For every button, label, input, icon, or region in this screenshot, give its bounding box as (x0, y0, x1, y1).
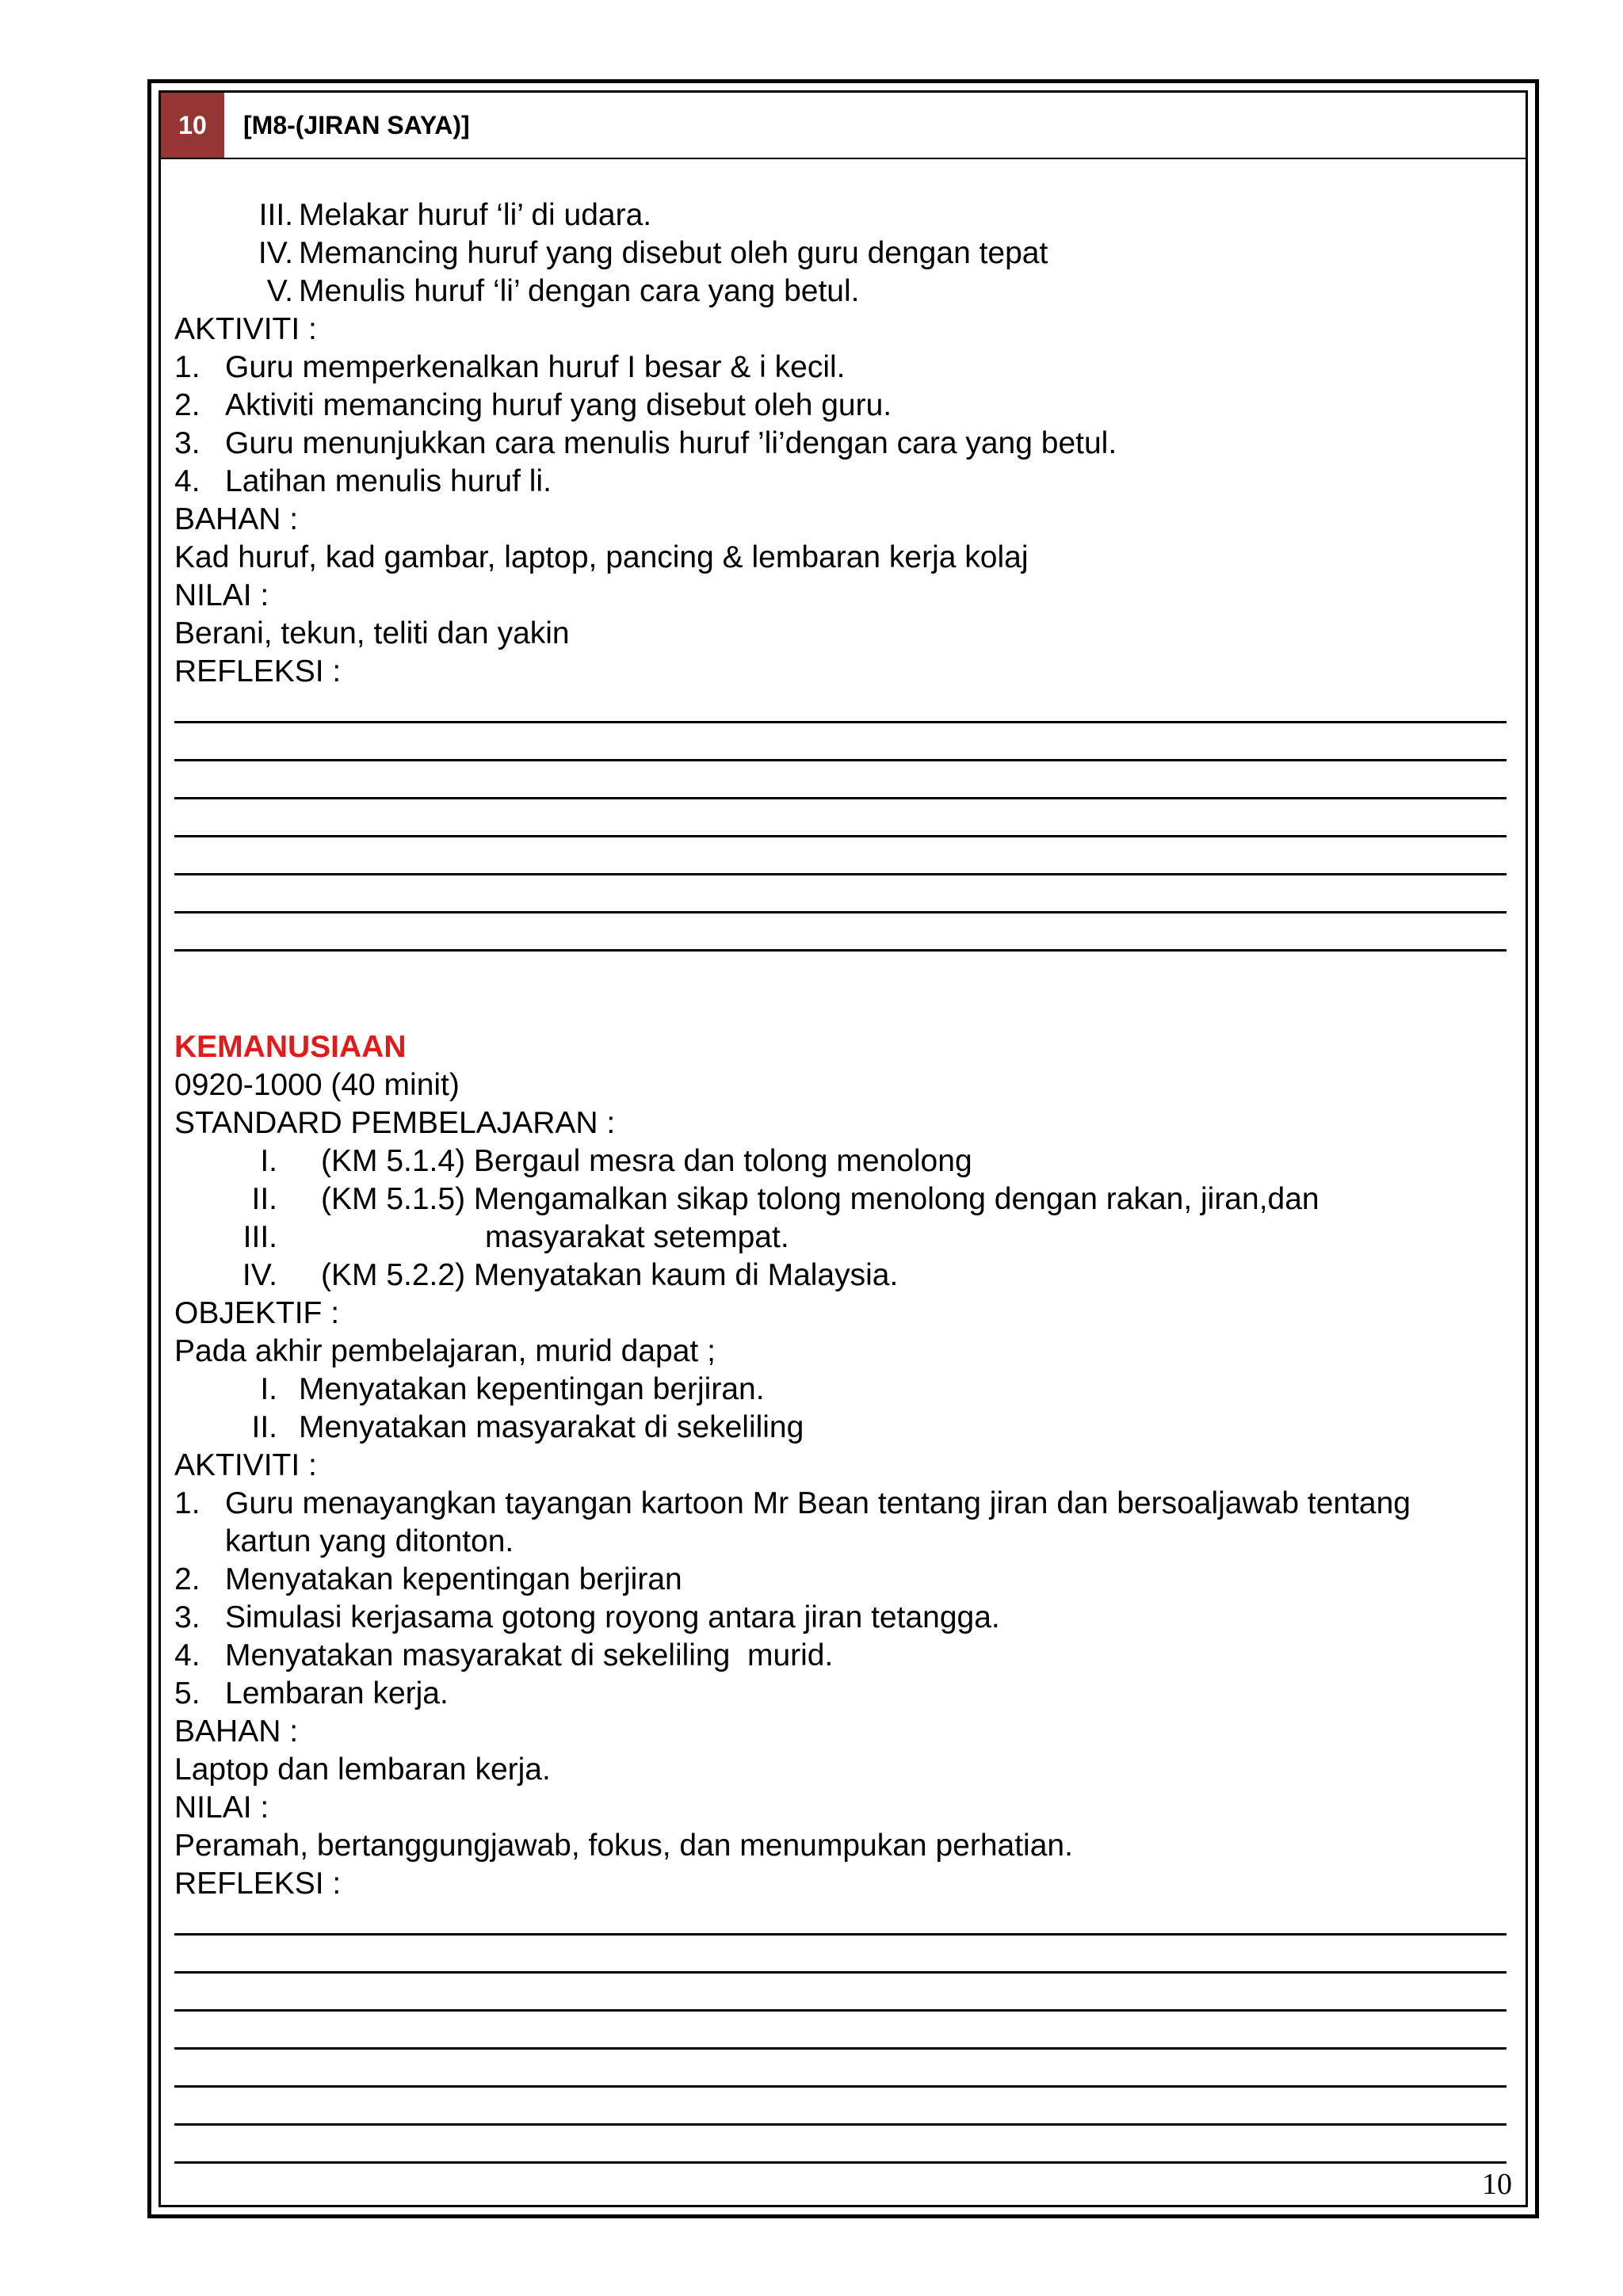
list-number: II. (251, 1182, 277, 1216)
nilai-label: NILAI : (174, 578, 269, 612)
list-number: V. (266, 274, 293, 308)
refleksi-label: REFLEKSI : (174, 654, 342, 688)
nilai-text: Berani, tekun, teliti dan yakin (174, 616, 570, 650)
list-number: 2. (174, 388, 200, 422)
list-item: kartun yang ditonton. (225, 1524, 514, 1558)
list-number: III. (258, 198, 293, 232)
section-time: 0920-1000 (40 minit) (174, 1068, 460, 1102)
list-number: II. (251, 1410, 277, 1444)
page-badge: 10 (161, 93, 224, 158)
list-number: 1. (174, 350, 200, 384)
writing-line (174, 2161, 1507, 2164)
writing-line (174, 2009, 1507, 2012)
page-header (161, 93, 1526, 159)
bahan-label: BAHAN : (174, 1714, 299, 1749)
writing-line (174, 797, 1507, 799)
list-number: 2. (174, 1562, 200, 1596)
writing-line (174, 911, 1507, 913)
aktiviti-label: AKTIVITI : (174, 312, 317, 346)
list-item: Menyatakan masyarakat di sekeliling murid. (225, 1638, 834, 1672)
list-item: (KM 5.1.4) Bergaul mesra dan tolong menolong (321, 1144, 972, 1178)
list-number: 4. (174, 464, 200, 498)
list-item: (KM 5.2.2) Menyatakan kaum di Malaysia. (321, 1258, 899, 1292)
list-item: Melakar huruf ‘li’ di udara. (299, 198, 652, 232)
list-item: masyarakat setempat. (485, 1220, 789, 1254)
list-item: Memancing huruf yang disebut oleh guru dengan tepat (299, 236, 1048, 270)
writing-line (174, 835, 1507, 837)
list-item: Menyatakan kepentingan berjiran. (299, 1372, 765, 1406)
list-item: Latihan menulis huruf li. (225, 464, 552, 498)
writing-line (174, 721, 1507, 723)
list-item: Guru menayangkan tayangan kartoon Mr Bean tentang jiran dan bersoaljawab tentang (225, 1486, 1411, 1520)
list-item: Menyatakan kepentingan berjiran (225, 1562, 682, 1596)
section-title: KEMANUSIAAN (174, 1030, 407, 1064)
aktiviti-label: AKTIVITI : (174, 1448, 317, 1482)
writing-line (174, 1971, 1507, 1974)
standard-label: STANDARD PEMBELAJARAN : (174, 1106, 616, 1140)
header-title: [M8-(JIRAN SAYA)] (243, 111, 470, 139)
page-number: 10 (1482, 2168, 1512, 2201)
writing-line (174, 1933, 1507, 1936)
objektif-label: OBJEKTIF : (174, 1296, 340, 1330)
nilai-text: Peramah, bertanggungjawab, fokus, dan menumpukan perhatian. (174, 1829, 1073, 1863)
writing-line (174, 2123, 1507, 2126)
list-item: Lembaran kerja. (225, 1676, 449, 1711)
list-item: Aktiviti memancing huruf yang disebut oleh guru. (225, 388, 892, 422)
refleksi-label: REFLEKSI : (174, 1867, 342, 1901)
list-item: Menyatakan masyarakat di sekeliling (299, 1410, 804, 1444)
list-item: (KM 5.1.5) Mengamalkan sikap tolong menolong dengan rakan, jiran,dan (321, 1182, 1319, 1216)
list-number: IV. (242, 1258, 277, 1292)
bahan-text: Kad huruf, kad gambar, laptop, pancing & lembaran kerja kolaj (174, 540, 1029, 574)
list-number: I. (260, 1372, 277, 1406)
list-number: III. (242, 1220, 277, 1254)
writing-line (174, 2085, 1507, 2088)
list-number: 3. (174, 1600, 200, 1634)
list-item: Guru menunjukkan cara menulis huruf ’li’dengan cara yang betul. (225, 426, 1117, 460)
bahan-label: BAHAN : (174, 502, 299, 536)
list-item: Guru memperkenalkan huruf I besar & i kecil. (225, 350, 846, 384)
writing-line (174, 759, 1507, 761)
bahan-text: Laptop dan lembaran kerja. (174, 1753, 551, 1787)
list-number: IV. (258, 236, 293, 270)
objektif-intro: Pada akhir pembelajaran, murid dapat ; (174, 1334, 716, 1368)
list-number: 1. (174, 1486, 200, 1520)
writing-line (174, 2047, 1507, 2050)
list-number: 4. (174, 1638, 200, 1672)
list-number: I. (260, 1144, 277, 1178)
list-number: 5. (174, 1676, 200, 1711)
list-item: Menulis huruf ‘li’ dengan cara yang betul. (299, 274, 860, 308)
writing-line (174, 873, 1507, 875)
list-item: Simulasi kerjasama gotong royong antara jiran tetangga. (225, 1600, 1000, 1634)
list-number: 3. (174, 426, 200, 460)
writing-line (174, 949, 1507, 952)
nilai-label: NILAI : (174, 1791, 269, 1825)
